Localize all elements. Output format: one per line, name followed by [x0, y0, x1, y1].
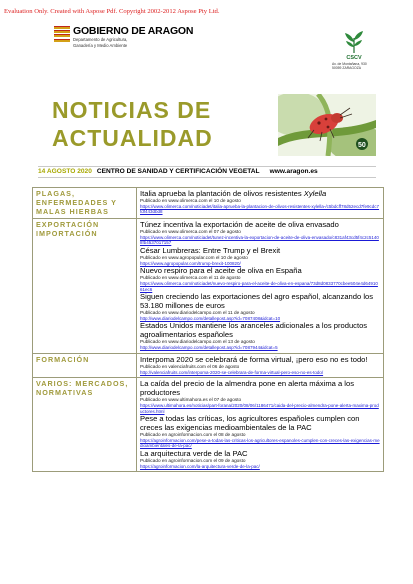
news-published: Publicado en www.olimerca.com el 10 de agosto	[140, 198, 241, 203]
news-published: Publicado en www.ultimahora.es el 07 de agosto	[140, 397, 242, 403]
news-published: Publicado en www.olimerca.com el 07 de agosto	[140, 229, 241, 234]
evaluation-watermark: Evaluation Only. Created with Aspose Pdf. Copyright 2002-2012 Aspose Pty Ltd.	[4, 8, 220, 15]
category-cell: EXPORTACIÓN IMPORTACIÓN	[33, 219, 137, 354]
news-link[interactable]: https://agroinformacion.com/pese-a-todas-las-criticas-los-agricultores-espanoles-cumplen-con-creces-las-exigencias-medioambientales-de-la-pac/	[140, 438, 380, 449]
news-title: Italia aprueba la plantación de olivos resistentes Xylella	[140, 189, 327, 198]
news-cell	[137, 219, 384, 354]
cscv-label: CSCV	[346, 55, 362, 61]
news-link[interactable]: https://www.olimerca.com/noticiadet/nuevo-respiro-para-el-aceite-de-oliva-en-espana/73d8d0833770cbee504e4d6491061ec6	[140, 281, 378, 292]
news-title: Nuevo respiro para el aceite de oliva en España	[140, 266, 302, 276]
cscv-logo	[332, 28, 376, 61]
news-link[interactable]: https://www.olimerca.com/noticiadet/tunez-incentiva-la-exportacion-de-aceite-de-oliva-envasado/c831af43cd5f4c2c51408fb4537017157	[140, 235, 379, 246]
news-table	[32, 187, 384, 472]
news-title: Estados Unidos mantiene los aranceles adicionales a los productos agroalimentarios españoles	[140, 321, 368, 340]
news-link[interactable]: http://www.diariodelcampo.com/detallepost.asp?id=7087408&idcat=10	[140, 316, 281, 322]
news-link[interactable]: http://www.diariodelcampo.com/detallepost.asp?id=7087944&idcat=5	[140, 345, 278, 351]
page-title: NOTICIAS DE ACTUALIDAD	[52, 97, 213, 151]
section-row	[33, 188, 384, 219]
category-cell: VARIOS: MERCADOS, NORMATIVAS	[33, 378, 137, 472]
news-title: Interpoma 2020 se celebrará de forma virtual, ¡pero eso no es todo!	[140, 354, 368, 364]
section-row	[33, 378, 384, 472]
section-row	[33, 219, 384, 354]
gobierno-aragon-logo	[54, 26, 193, 48]
news-title: César Lumbreras: Entre Trump y el Brexit	[140, 245, 281, 255]
news-published: Publicado en www.olimerca.com el 11 de agosto	[140, 275, 241, 281]
news-link[interactable]: https://www.ultimahora.es/noticias/part-forana/2020/08/06/1186471/caida-del-precio-almendra-pone-alerta-maxima-productores.html	[140, 403, 379, 414]
category-cell: FORMACIÓN	[33, 353, 137, 377]
center-name: CENTRO DE SANIDAD Y CERTIFICACIÓN VEGETAL	[96, 168, 260, 175]
news-title: Túnez incentiva la exportación de aceite de oliva envasado	[140, 220, 339, 229]
org-dept-line2: Ganadería y Medio Ambiente	[73, 43, 128, 48]
news-cell	[137, 353, 384, 377]
address: Av. de Montañana, 930 50059 ZARAGOZA	[332, 62, 367, 71]
issue-date: 14 AGOSTO 2020	[38, 168, 92, 175]
news-cell	[137, 378, 384, 472]
section-row	[33, 353, 384, 377]
news-published: Publicado en agroinformacion.com el 09 de agosto	[140, 457, 246, 463]
news-title: Pese a todas las críticas, los agricultores españoles cumplen con creces las exigencias medioambientales de la PAC	[140, 414, 360, 433]
org-dept-line1: Departamento de Agricultura,	[73, 37, 128, 42]
news-link[interactable]: https://www.agropopular.com/trump-brexit-100820/	[140, 260, 241, 266]
svg-text:50: 50	[358, 142, 366, 149]
org-name: GOBIERNO DE ARAGON	[73, 25, 194, 37]
news-link[interactable]: https://agroinformacion.com/la-arquitectura-verde-de-la-pac/	[140, 463, 260, 469]
news-title: La arquitectura verde de la PAC	[140, 448, 248, 458]
news-published: Publicado en www.agropopular.com el 10 de agosto	[140, 254, 248, 260]
news-published: Publicado en valenciafruits.com el 06 de agosto	[140, 363, 240, 369]
news-title: Siguen creciendo las exportaciones del agro español, alcanzando los 53.180 millones de euros	[140, 292, 374, 311]
news-link[interactable]: http://valenciafruits.com/interpoma-2020-se-celebrara-de-forma-virtual-pero-eso-no-es-todo/	[140, 369, 324, 375]
date-bar	[38, 166, 376, 178]
insect-photo	[278, 94, 376, 156]
plant-icon	[339, 28, 369, 54]
news-published: Publicado en www.diariodelcampo.com el 13 de agosto	[140, 339, 255, 345]
news-published: Publicado en agroinformacion.com el 08 de agosto	[140, 432, 246, 438]
news-title: La caída del precio de la almendra pone en alerta máxima a los productores	[140, 379, 355, 398]
news-published: Publicado en www.diariodelcampo.com el 11 de agosto	[140, 310, 255, 316]
news-cell	[137, 188, 384, 219]
news-link[interactable]: https://www.olimerca.com/noticiadet/italia-aprueba-la-plantacion-de-olivos-resistentes-xylella-/c5bdcff78d52ecd7fe9cdc7fdf443dbd8	[140, 204, 380, 215]
site-link[interactable]: www.aragon.es	[269, 168, 318, 175]
aragon-flag-icon	[54, 26, 70, 48]
category-cell: PLAGAS, ENFERMEDADES Y MALAS HIERBAS	[33, 188, 137, 219]
